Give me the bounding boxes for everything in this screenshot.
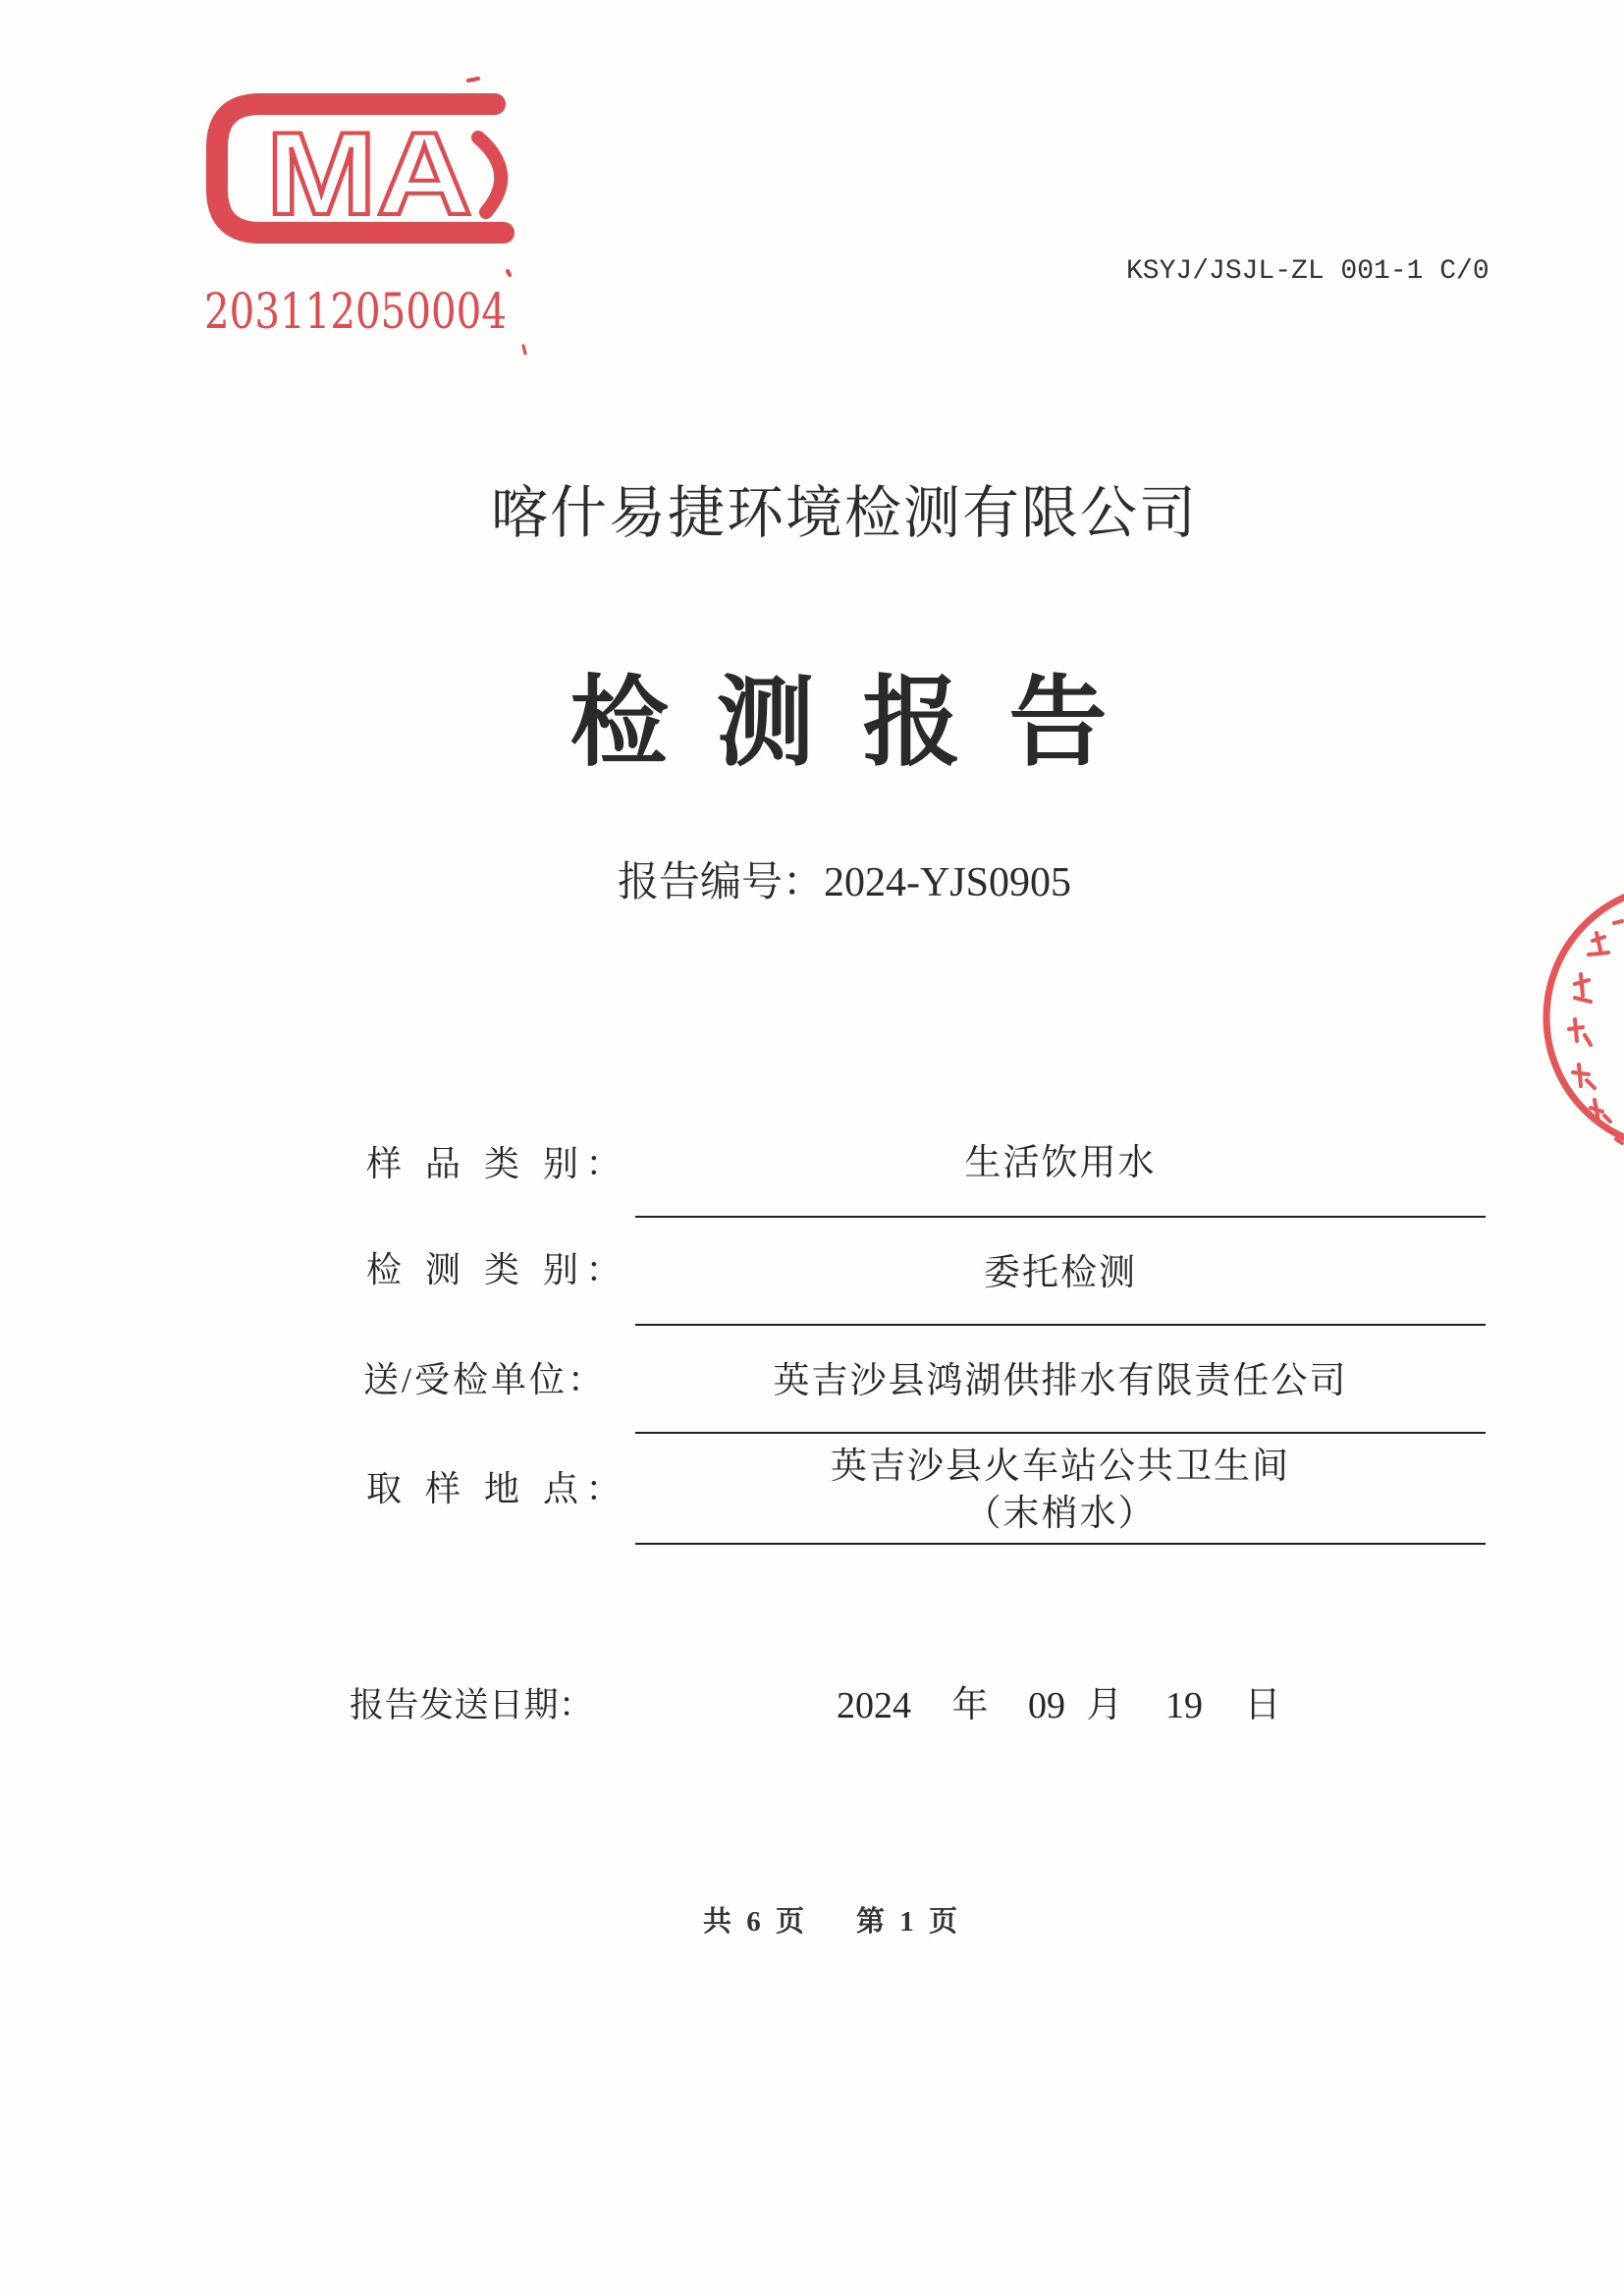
field-sample-type-value: 生活饮用水 — [964, 1143, 1157, 1183]
report-title: 检 测 报 告 — [569, 669, 1119, 778]
report-number-line — [65, 862, 1624, 903]
field-underline — [635, 1216, 1486, 1218]
cma-logo-letters: MA — [266, 108, 472, 240]
field-submitting-unit-value: 英吉沙县鸿湖供排水有限责任公司 — [773, 1361, 1348, 1401]
send-date-day-unit: 日 — [1244, 1685, 1281, 1725]
document-code: KSYJ/JSJL-ZL 001-1 C/0 — [1126, 256, 1489, 287]
field-sampling-location-note: （末梢水） — [964, 1494, 1157, 1534]
report-number-value: 2024-YJS0905 — [823, 860, 1072, 905]
field-underline — [635, 1432, 1486, 1434]
send-date-day: 19 — [1165, 1685, 1203, 1726]
field-test-type-value: 委托检测 — [984, 1253, 1137, 1293]
cma-certificate-number: 203112050004 — [204, 283, 507, 340]
cma-stamp-graphic — [191, 69, 545, 363]
field-sample-type-label: 样 品 类 别： — [366, 1144, 629, 1183]
company-name: 喀什易捷环境检测有限公司 — [490, 481, 1198, 545]
stamp-speck — [523, 346, 525, 354]
cma-logo-frame-arc — [478, 137, 501, 212]
cma-stamp — [191, 69, 545, 363]
official-seal-ring — [1546, 886, 1624, 1149]
stamp-speck — [508, 271, 510, 275]
official-seal — [1532, 864, 1624, 1178]
field-test-type-label: 检 测 类 别： — [366, 1250, 629, 1289]
field-underline — [635, 1324, 1486, 1326]
official-seal-graphic — [1532, 864, 1624, 1178]
page-number-current: 第 1 页 — [856, 1906, 962, 1938]
send-date-month-unit: 月 — [1086, 1685, 1123, 1725]
field-sampling-location-label: 取 样 地 点： — [366, 1469, 629, 1508]
page-count-total: 共 6 页 — [703, 1906, 809, 1938]
field-sampling-location-value: 英吉沙县火车站公共卫生间 — [831, 1447, 1290, 1487]
stamp-speck — [468, 79, 478, 81]
report-number-label: 报告编号： — [617, 860, 824, 905]
field-submitting-unit-label: 送/受检单位： — [363, 1360, 607, 1399]
official-seal-fragments — [1569, 921, 1622, 1143]
send-date-month: 09 — [1028, 1685, 1065, 1726]
send-date-year: 2024 — [837, 1685, 911, 1726]
field-underline — [635, 1543, 1486, 1545]
send-date-year-unit: 年 — [951, 1685, 989, 1725]
send-date-label: 报告发送日期： — [350, 1686, 594, 1724]
